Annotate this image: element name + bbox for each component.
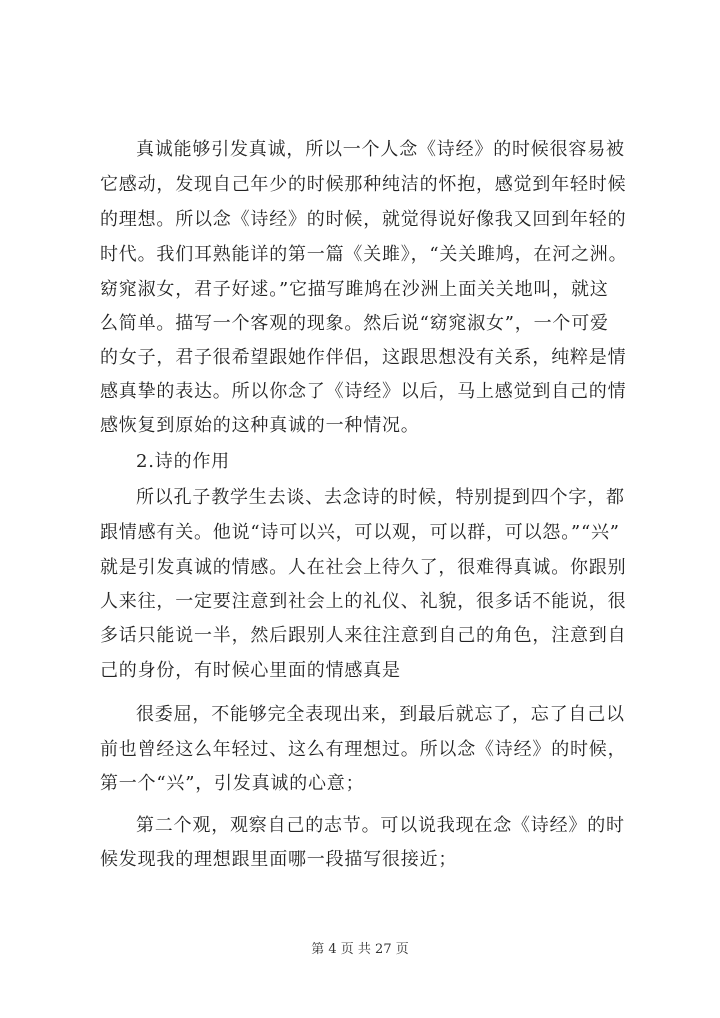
text-line: 所以孔子教学生去谈、去念诗的时候，特别提到四个字，都 [136,487,625,508]
text-line: 的女子，君子很希望跟她作伴侣，这跟思想没有关系，纯粹是情 [100,347,627,368]
text-line: 己的身份，有时候心里面的情感真是 [100,660,401,681]
section-heading: 2.诗的作用 [136,451,230,472]
text-line: 时代。我们耳熟能详的第一篇《关雎》，“关关雎鸠，在河之洲。 [100,244,628,265]
text-line: 人来往，一定要注意到社会上的礼仪、礼貌，很多话不能说，很 [100,591,627,612]
text-line: 感真挚的表达。所以你念了《诗经》以后，马上感觉到自己的情 [100,381,627,402]
text-line: 第一个“兴”，引发真诚的心意； [100,773,365,794]
text-line: 第二个观，观察自己的志节。可以说我现在念《诗经》的时 [136,815,625,836]
text-line: 它感动，发现自己年少的时候那种纯洁的怀抱，感觉到年轻时候 [100,174,627,195]
text-line: 的理想。所以念《诗经》的时候，就觉得说好像我又回到年轻的 [100,209,627,230]
text-line: 多话只能说一半，然后跟别人来往注意到自己的角色，注意到自 [100,625,627,646]
text-line: 很委屈，不能够完全表现出来，到最后就忘了，忘了自己以 [136,704,625,725]
text-line: 跟情感有关。他说“诗可以兴，可以观，可以群，可以怨。”“兴” [100,522,620,543]
text-line: 真诚能够引发真诚，所以一个人念《诗经》的时候很容易被 [136,139,625,160]
text-line: 候发现我的理想跟里面哪一段描写很接近； [100,849,458,870]
text-line: 前也曾经这么年轻过、这么有理想过。所以念《诗经》的时候， [100,739,627,760]
text-line: 么简单。描写一个客观的现象。然后说“窈窕淑女”，一个可爱 [100,313,609,334]
text-line: 窈窕淑女，君子好逑。”它描写雎鸠在沙洲上面关关地叫，就这 [100,279,609,300]
text-line: 就是引发真诚的情感。人在社会上待久了，很难得真诚。你跟别 [100,557,627,578]
text-line: 感恢复到原始的这种真诚的一种情况。 [100,415,420,436]
page-number-footer: 第 4 页 共 27 页 [311,942,409,957]
